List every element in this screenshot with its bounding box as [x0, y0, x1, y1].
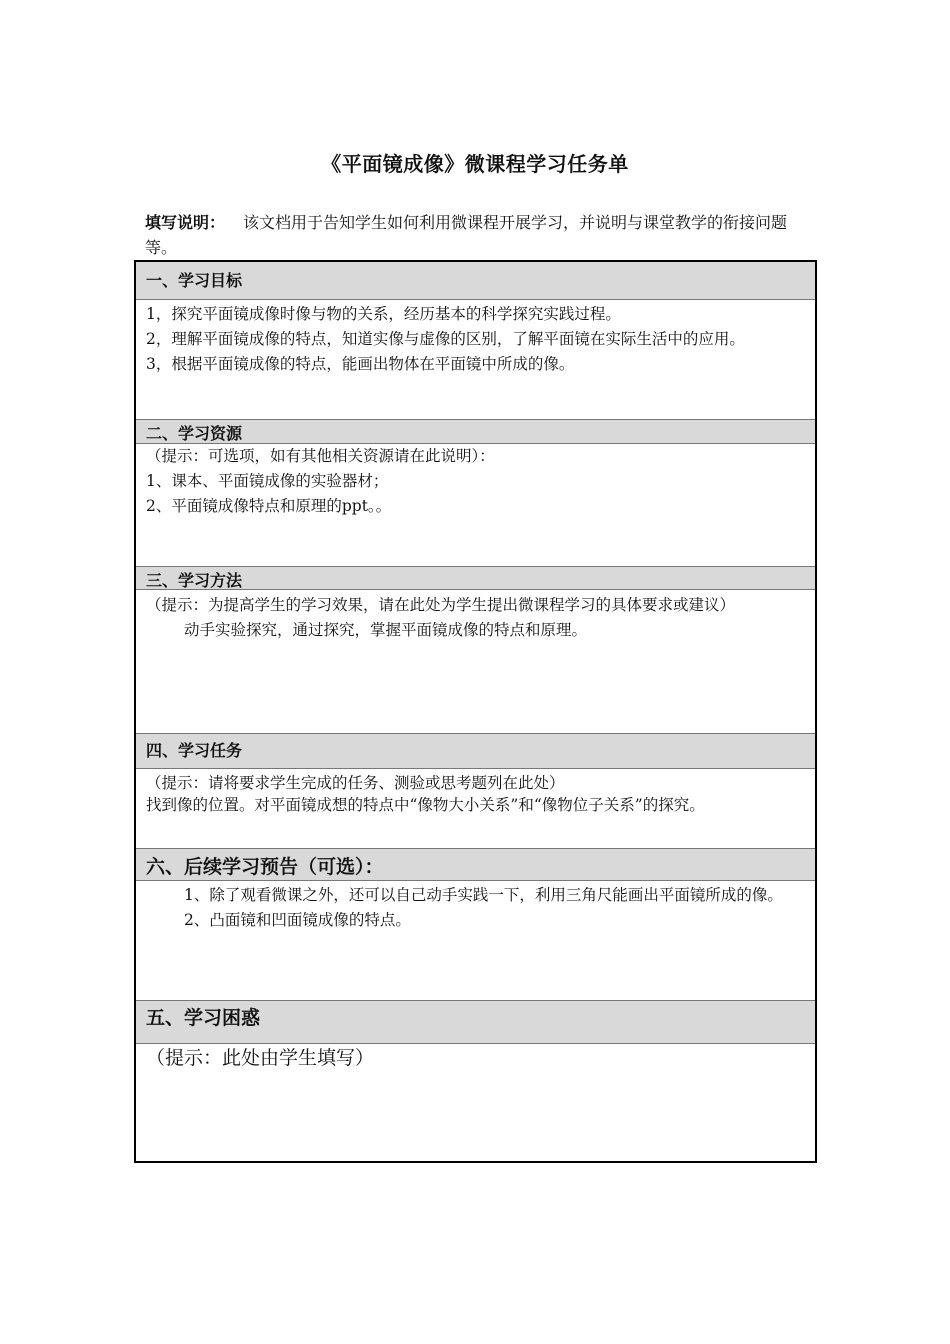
fill-instructions	[145, 210, 810, 260]
methods-text: 动手实验探究，通过探究，掌握平面镜成像的特点和原理。	[184, 621, 588, 639]
section-objectives-title: 一、学习目标	[146, 271, 243, 290]
document-title: 《平面镜成像》微课程学习任务单	[321, 152, 629, 176]
section-resources-title: 二、学习资源	[146, 424, 243, 443]
objective-item: 3，根据平面镜成像的特点，能画出物体在平面镜中所成的像。	[146, 355, 575, 373]
section-objectives-body	[136, 300, 815, 420]
section-objectives-header	[136, 262, 815, 300]
section-preview-body	[136, 881, 815, 1001]
section-questions-title: 五、学习困惑	[146, 1007, 261, 1029]
section-resources-header	[136, 420, 815, 444]
fill-instructions-label: 填写说明：	[145, 213, 226, 232]
section-questions-header	[136, 1001, 815, 1044]
resources-hint: （提示：可选项，如有其他相关资源请在此说明）：	[146, 447, 495, 465]
section-methods-title: 三、学习方法	[146, 571, 243, 590]
objective-item: 1，探究平面镜成像时像与物的关系，经历基本的科学探究实践过程。	[146, 305, 621, 323]
resource-item: 1、课本、平面镜成像的实验器材；	[146, 472, 389, 490]
section-preview-title: 六、后续学习预告（可选）：	[146, 856, 384, 878]
section-methods-body	[136, 590, 815, 734]
section-tasks-title: 四、学习任务	[146, 741, 243, 760]
section-tasks-header	[136, 734, 815, 769]
preview-item: 1、除了观看微课之外，还可以自己动手实践一下，利用三角尺能画出平面镜所成的像。	[184, 886, 783, 904]
questions-hint: （提示：此处由学生填写）	[146, 1047, 375, 1069]
task-sheet-table	[134, 260, 817, 1163]
resource-item: 2、平面镜成像特点和原理的ppt。。	[146, 497, 392, 515]
tasks-text: 找到像的位置。对平面镜成想的特点中“像物大小关系”和“像物位子关系”的探究。	[146, 796, 705, 814]
preview-item: 2、凸面镜和凹面镜成像的特点。	[184, 911, 411, 929]
tasks-hint: （提示：请将要求学生完成的任务、测验或思考题列在此处）	[146, 774, 565, 792]
section-preview-header	[136, 849, 815, 881]
section-questions-body	[136, 1044, 815, 1161]
section-resources-body	[136, 444, 815, 567]
section-methods-header	[136, 567, 815, 590]
methods-hint: （提示：为提高学生的学习效果，请在此处为学生提出微课程学习的具体要求或建议）	[146, 596, 736, 614]
section-tasks-body	[136, 769, 815, 849]
fill-instructions-text: 该文档用于告知学生如何利用微课程开展学习，并说明与课堂教学的衔接问题等。	[145, 213, 788, 257]
objective-item: 2，理解平面镜成像的特点，知道实像与虚像的区别，了解平面镜在实际生活中的应用。	[146, 330, 745, 348]
